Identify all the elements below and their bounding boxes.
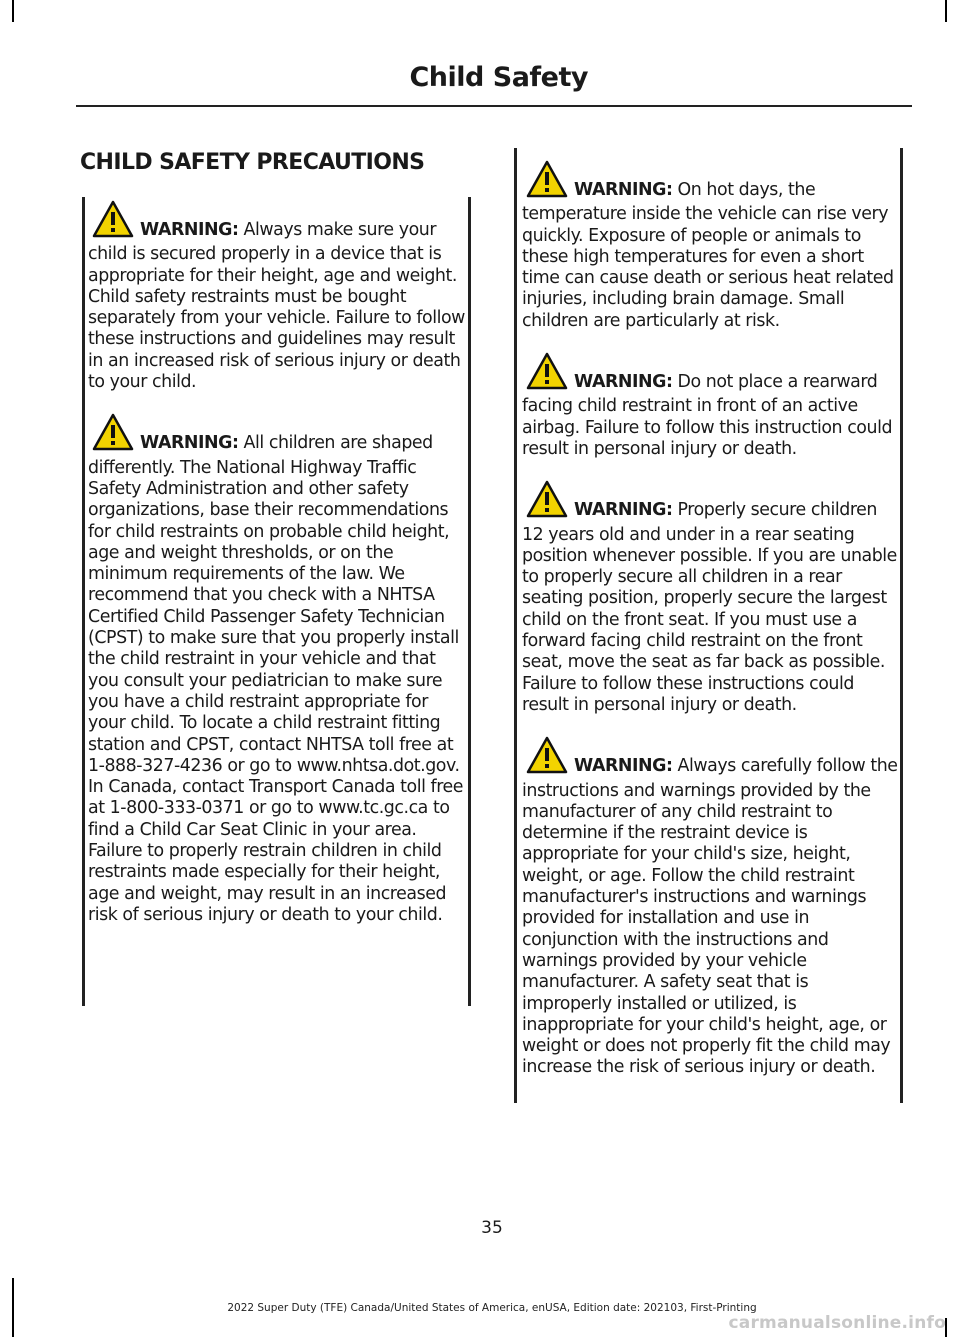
warning-triangle-icon <box>526 736 568 780</box>
warning-label: WARNING: <box>574 756 673 777</box>
left-column-bar-left <box>82 197 85 1006</box>
warning-block <box>522 352 898 460</box>
crop-mark <box>945 0 947 22</box>
left-column-bar-right <box>468 197 471 1006</box>
page-number: 35 <box>481 1218 503 1238</box>
warning-block <box>88 413 466 926</box>
left-warnings-column <box>88 200 466 946</box>
edition-footer: 2022 Super Duty (TFE) Canada/United States of America, enUSA, Edition date: 202103, First-Printing <box>227 1302 757 1314</box>
warning-label: WARNING: <box>574 500 673 521</box>
warning-label: WARNING: <box>140 433 239 454</box>
warning-text: Always carefully follow the instructions and warnings provided by the manufacturer of any child restraint to determine if the restraint device is appropriate for your child's size, height, weight, or age. Follow the child restraint manufacturer's instructions and warnings provided for installation and use in conjunction with the instructions and warnings provided by your vehicle manufacturer. A safety seat that is improperly installed or utilized, is inappropriate for your child's height, age, or weight or does not properly fit the child may increase the risk of serious injury or death. <box>522 756 898 1078</box>
warning-text: Always make sure your child is secured properly in a device that is appropriate for their height, age and weight. Child safety restraints must be bought separately from your vehicle. Failure to follow these instructions and guidelines may result in an increased risk of serious injury or death to your child. <box>88 220 465 393</box>
right-column-bar-left <box>514 148 517 1103</box>
warning-text: All children are shaped differently. The National Highway Traffic Safety Administration and other safety organizations, base their recommendations for child restraints on probable child height, age and weight thresholds, or on the minimum requirements of the law. We recommend that you check with a NHTSA Certified Child Passenger Safety Technician (CPST) to make sure that you properly install the child restraint in your vehicle and that you consult your pediatrician to make sure you have a child restraint appropriate for your child. To locate a child restraint fitting station and CPST, contact NHTSA toll free at 1-888-327-4236 or go to www.nhtsa.dot.gov. In Canada, contact Transport Canada toll free at 1-800-333-0371 or go to www.tc.gc.ca to find a Child Car Seat Clinic in your area. Failure to properly restrain children in child restraints made especially for their height, age and weight, may result in an increased risk of serious injury or death to your child. <box>88 433 464 925</box>
right-warnings-column <box>522 160 898 1099</box>
warning-text: Properly secure children 12 years old and under in a rear seating position whenever possible. If you are unable to properly secure all children in a rear seating position, properly secure the largest child on the front seat. If you must use a forward facing child restraint on the front seat, move the seat as far back as possible. Failure to follow these instructions could result in personal injury or death. <box>522 500 897 715</box>
warning-triangle-icon <box>526 352 568 396</box>
page-header-title: Child Safety <box>409 62 588 93</box>
warning-triangle-icon <box>526 160 568 204</box>
warning-text: Do not place a rearward facing child restraint in front of an active airbag. Failure to follow this instruction could result in personal injury or death. <box>522 372 893 459</box>
warning-block <box>88 200 466 393</box>
warning-block <box>522 736 898 1078</box>
warning-triangle-icon <box>92 200 134 244</box>
warning-label: WARNING: <box>140 220 239 240</box>
warning-text: On hot days, the temperature inside the vehicle can rise very quickly. Exposure of people or animals to these high temperatures for even a short time can cause death or serious heat related injuries, including brain damage. Small children are particularly at risk. <box>522 180 894 331</box>
warning-triangle-icon <box>526 480 568 524</box>
section-title: CHILD SAFETY PRECAUTIONS <box>80 150 425 175</box>
warning-block <box>522 160 898 332</box>
warning-label: WARNING: <box>574 180 673 200</box>
crop-mark <box>12 0 14 22</box>
site-watermark[interactable]: carmanualsonline.info <box>728 1313 946 1333</box>
header-divider <box>76 105 912 107</box>
warning-triangle-icon <box>92 413 134 457</box>
right-column-bar-right <box>900 148 903 1103</box>
warning-label: WARNING: <box>574 372 673 393</box>
warning-block <box>522 480 898 716</box>
